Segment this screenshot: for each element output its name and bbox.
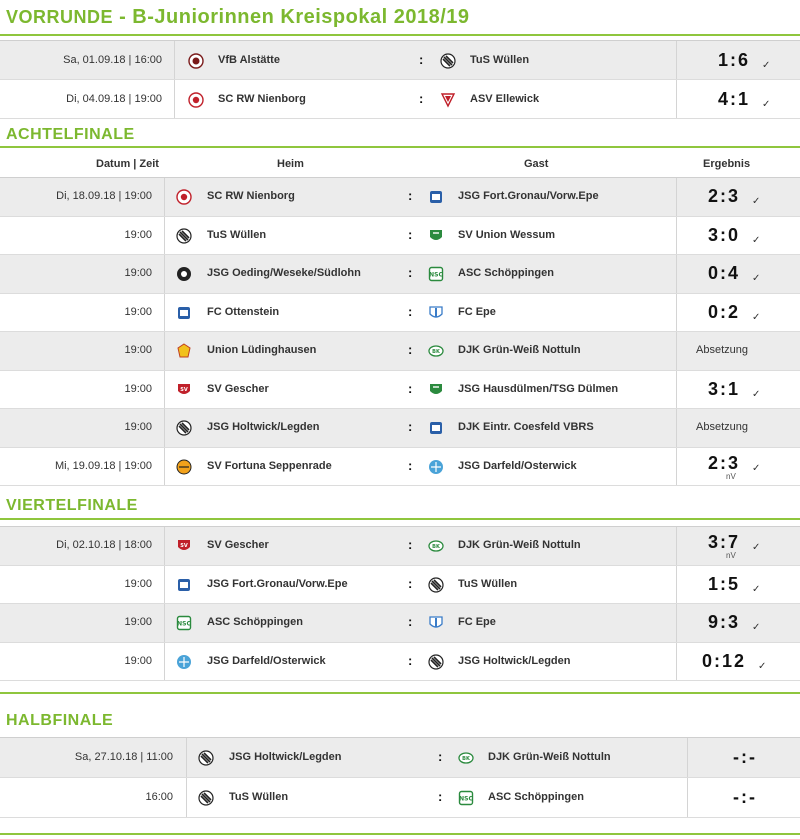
- extra-time-note: nV: [726, 551, 736, 561]
- sc-rw-nienborg-crest-icon: [176, 189, 192, 205]
- match-datetime: Sa, 27.10.18 | 11:00: [74, 751, 173, 763]
- away-team[interactable]: ASC Schöppingen: [488, 791, 584, 803]
- jsg-fort-gronau-vorw-epe-crest-icon: [428, 189, 444, 205]
- match-row[interactable]: [0, 566, 800, 605]
- result-check-icon: ✓: [752, 311, 761, 323]
- home-team[interactable]: TuS Wüllen: [229, 791, 289, 803]
- match-datetime: 19:00: [124, 344, 152, 357]
- home-team[interactable]: JSG Oeding/Weseke/Südlohn: [207, 267, 361, 280]
- away-team[interactable]: SV Union Wessum: [458, 228, 555, 241]
- home-team[interactable]: VfB Alstätte: [218, 53, 280, 66]
- djk-eintr-coesfeld-vbrs-crest-icon: [428, 420, 444, 436]
- home-team[interactable]: FC Ottenstein: [207, 305, 280, 318]
- tus-w-llen-crest-icon: [176, 228, 192, 244]
- home-team[interactable]: SV Gescher: [207, 382, 269, 395]
- viertelfinale-table: [0, 526, 800, 681]
- jsg-holtwick-legden-crest-icon: [428, 654, 444, 670]
- match-row[interactable]: [0, 255, 800, 294]
- result-check-icon: ✓: [752, 388, 761, 400]
- match-datetime: 19:00: [124, 654, 152, 667]
- match-datetime: 19:00: [124, 305, 152, 318]
- result-check-icon: ✓: [752, 462, 761, 474]
- jsg-oeding-weseke-s-dlohn-crest-icon: [176, 266, 192, 282]
- home-team[interactable]: JSG Darfeld/Osterwick: [207, 654, 326, 667]
- tus-w-llen-crest-icon: [198, 790, 214, 806]
- match-datetime: Di, 18.09.18 | 19:00: [56, 190, 152, 203]
- sv-fortuna-seppenrade-crest-icon: [176, 459, 192, 475]
- tus-w-llen-crest-icon: [440, 53, 456, 69]
- home-team[interactable]: SV Fortuna Seppenrade: [207, 459, 332, 472]
- match-row[interactable]: [0, 738, 800, 778]
- result-check-icon: ✓: [758, 660, 767, 672]
- match-score[interactable]: 2:3: [708, 452, 741, 473]
- vs-separator: :: [408, 380, 413, 396]
- result-check-icon: ✓: [752, 542, 761, 554]
- vs-separator: :: [408, 226, 413, 242]
- svg-text:SV: SV: [180, 543, 188, 550]
- fc-epe-crest-icon: [428, 615, 444, 631]
- match-datetime: 19:00: [124, 421, 152, 434]
- svg-text:BK: BK: [432, 349, 440, 356]
- match-datetime: Mi, 19.09.18 | 19:00: [54, 459, 152, 472]
- home-team[interactable]: TuS Wüllen: [207, 228, 267, 241]
- match-score[interactable]: 4:1: [718, 88, 751, 109]
- match-score[interactable]: 9:3: [708, 612, 741, 633]
- title-prefix: VORRUNDE: [6, 7, 114, 27]
- sc-rw-nienborg-crest-icon: [188, 92, 204, 108]
- vs-separator: :: [408, 303, 413, 319]
- title-underline: [0, 34, 800, 36]
- match-datetime: 19:00: [124, 616, 152, 629]
- vs-separator: :: [408, 537, 413, 553]
- vfb-alst-tte-crest-icon: [188, 53, 204, 69]
- match-datetime: 19:00: [124, 382, 152, 395]
- match-row[interactable]: [0, 217, 800, 256]
- away-team[interactable]: JSG Holtwick/Legden: [458, 654, 571, 667]
- jsg-holtwick-legden-crest-icon: [198, 750, 214, 766]
- home-team[interactable]: SC RW Nienborg: [207, 190, 295, 203]
- result-check-icon: ✓: [752, 622, 761, 634]
- djk-gr-n-wei-nottuln-crest-icon: [428, 538, 444, 554]
- achtelfinale-heading: ACHTELFINALE: [6, 126, 135, 143]
- viertelfinale-heading: VIERTELFINALE: [6, 497, 138, 514]
- achtelfinale-underline: [0, 146, 800, 148]
- match-row[interactable]: [0, 178, 800, 217]
- match-datetime: Sa, 01.09.18 | 16:00: [63, 53, 162, 66]
- vs-separator: :: [408, 188, 413, 204]
- match-datetime: 19:00: [124, 267, 152, 280]
- page-title: [6, 6, 470, 29]
- match-row[interactable]: [0, 448, 800, 487]
- header-away: Gast: [524, 158, 549, 170]
- match-score[interactable]: 0:4: [708, 263, 741, 284]
- match-row[interactable]: [0, 294, 800, 333]
- vs-separator: :: [408, 419, 413, 435]
- halbfinale-table: [0, 737, 800, 818]
- jsg-holtwick-legden-crest-icon: [176, 420, 192, 436]
- extra-time-note: nV: [726, 471, 736, 481]
- svg-text:BK: BK: [432, 544, 440, 551]
- match-datetime: Di, 04.09.18 | 19:00: [66, 92, 162, 105]
- asc-sch-ppingen-crest-icon: [428, 266, 444, 282]
- header-home: Heim: [277, 158, 304, 170]
- away-team[interactable]: TuS Wüllen: [470, 53, 530, 66]
- halbfinale-heading: HALBFINALE: [6, 712, 114, 729]
- home-team[interactable]: ASC Schöppingen: [207, 616, 303, 629]
- match-score[interactable]: 1:6: [718, 49, 751, 70]
- away-team[interactable]: TuS Wüllen: [458, 577, 518, 590]
- result-check-icon: ✓: [752, 196, 761, 208]
- jsg-fort-gronau-vorw-epe-crest-icon: [176, 577, 192, 593]
- vorrunde-table: [0, 40, 800, 119]
- achtelfinale-table: [0, 177, 800, 486]
- bottom-rule: [0, 833, 800, 835]
- header-result: Ergebnis: [703, 158, 751, 170]
- match-status: Absetzung: [696, 421, 748, 434]
- result-check-icon: ✓: [762, 59, 771, 71]
- jsg-hausd-lmen-tsg-d-lmen-crest-icon: [428, 382, 444, 398]
- away-team[interactable]: DJK Eintr. Coesfeld VBRS: [458, 421, 594, 434]
- sv-gescher-crest-icon: [176, 538, 192, 554]
- vs-separator: :: [408, 614, 413, 630]
- djk-gr-n-wei-nottuln-crest-icon: [428, 343, 444, 359]
- away-team[interactable]: JSG Darfeld/Osterwick: [458, 459, 577, 472]
- home-team[interactable]: Union Lüdinghausen: [207, 344, 317, 357]
- vs-separator: :: [419, 90, 424, 106]
- svg-text:NSC: NSC: [429, 271, 443, 279]
- away-team[interactable]: DJK Grün-Weiß Nottuln: [488, 751, 611, 763]
- sv-union-wessum-crest-icon: [428, 228, 444, 244]
- away-team[interactable]: DJK Grün-Weiß Nottuln: [458, 344, 581, 357]
- match-score[interactable]: 0:12: [702, 650, 747, 671]
- match-datetime: Di, 02.10.18 | 18:00: [56, 539, 152, 552]
- djk-gr-n-wei-nottuln-crest-icon: [458, 750, 474, 766]
- match-score[interactable]: -:-: [733, 747, 757, 767]
- match-score[interactable]: 1:5: [708, 573, 741, 594]
- match-status: Absetzung: [696, 344, 748, 357]
- jsg-darfeld-osterwick-crest-icon: [176, 654, 192, 670]
- match-row[interactable]: [0, 80, 800, 119]
- home-team[interactable]: SC RW Nienborg: [218, 92, 306, 105]
- away-team[interactable]: JSG Fort.Gronau/Vorw.Epe: [458, 190, 599, 203]
- match-score[interactable]: 3:1: [708, 378, 741, 399]
- match-datetime: 19:00: [124, 228, 152, 241]
- match-row[interactable]: [0, 332, 800, 371]
- result-check-icon: ✓: [752, 273, 761, 285]
- asc-sch-ppingen-crest-icon: [458, 790, 474, 806]
- match-datetime: 19:00: [124, 577, 152, 590]
- asc-sch-ppingen-crest-icon: [176, 615, 192, 631]
- union-l-dinghausen-crest-icon: [176, 343, 192, 359]
- away-team[interactable]: ASV Ellewick: [470, 92, 540, 105]
- vs-separator: :: [408, 575, 413, 591]
- away-team[interactable]: FC Epe: [458, 616, 496, 629]
- vs-separator: :: [438, 789, 443, 804]
- header-datetime: Datum | Zeit: [96, 158, 159, 170]
- svg-text:BK: BK: [462, 756, 470, 762]
- match-row[interactable]: [0, 371, 800, 410]
- vs-separator: :: [438, 749, 443, 764]
- fc-ottenstein-crest-icon: [176, 305, 192, 321]
- jsg-darfeld-osterwick-crest-icon: [428, 459, 444, 475]
- match-row[interactable]: [0, 41, 800, 80]
- match-row[interactable]: [0, 643, 800, 682]
- away-team[interactable]: ASC Schöppingen: [458, 267, 554, 280]
- sv-gescher-crest-icon: [176, 382, 192, 398]
- vs-separator: :: [408, 265, 413, 281]
- svg-text:NSC: NSC: [459, 795, 473, 803]
- match-row[interactable]: [0, 409, 800, 448]
- away-team[interactable]: JSG Hausdülmen/TSG Dülmen: [458, 382, 619, 395]
- match-score[interactable]: 3:0: [708, 224, 741, 245]
- svg-text:SV: SV: [180, 386, 188, 393]
- title-main: - B-Juniorinnen Kreispokal 2018/19: [119, 6, 470, 28]
- match-score[interactable]: 0:2: [708, 301, 741, 322]
- vs-separator: :: [408, 652, 413, 668]
- away-team[interactable]: FC Epe: [458, 305, 496, 318]
- asv-ellewick-crest-icon: [440, 92, 456, 108]
- result-check-icon: ✓: [762, 98, 771, 110]
- vs-separator: :: [408, 457, 413, 473]
- tus-w-llen-crest-icon: [428, 577, 444, 593]
- match-row[interactable]: [0, 604, 800, 643]
- vs-separator: :: [408, 342, 413, 358]
- home-team[interactable]: SV Gescher: [207, 539, 269, 552]
- result-check-icon: ✓: [752, 583, 761, 595]
- fc-epe-crest-icon: [428, 305, 444, 321]
- home-team[interactable]: JSG Holtwick/Legden: [207, 421, 320, 434]
- viertelfinale-underline: [0, 518, 800, 520]
- match-score[interactable]: -:-: [733, 787, 757, 807]
- halbfinale-top-rule: [0, 692, 800, 694]
- match-score[interactable]: 2:3: [708, 186, 741, 207]
- home-team[interactable]: JSG Fort.Gronau/Vorw.Epe: [207, 577, 348, 590]
- away-team[interactable]: DJK Grün-Weiß Nottuln: [458, 539, 581, 552]
- match-row[interactable]: [0, 778, 800, 818]
- home-team[interactable]: JSG Holtwick/Legden: [229, 751, 342, 763]
- match-score[interactable]: 3:7: [708, 532, 741, 553]
- vs-separator: :: [419, 51, 424, 67]
- match-row[interactable]: [0, 527, 800, 566]
- svg-text:NSC: NSC: [177, 620, 191, 628]
- match-datetime: 16:00: [145, 791, 173, 803]
- result-check-icon: ✓: [752, 234, 761, 246]
